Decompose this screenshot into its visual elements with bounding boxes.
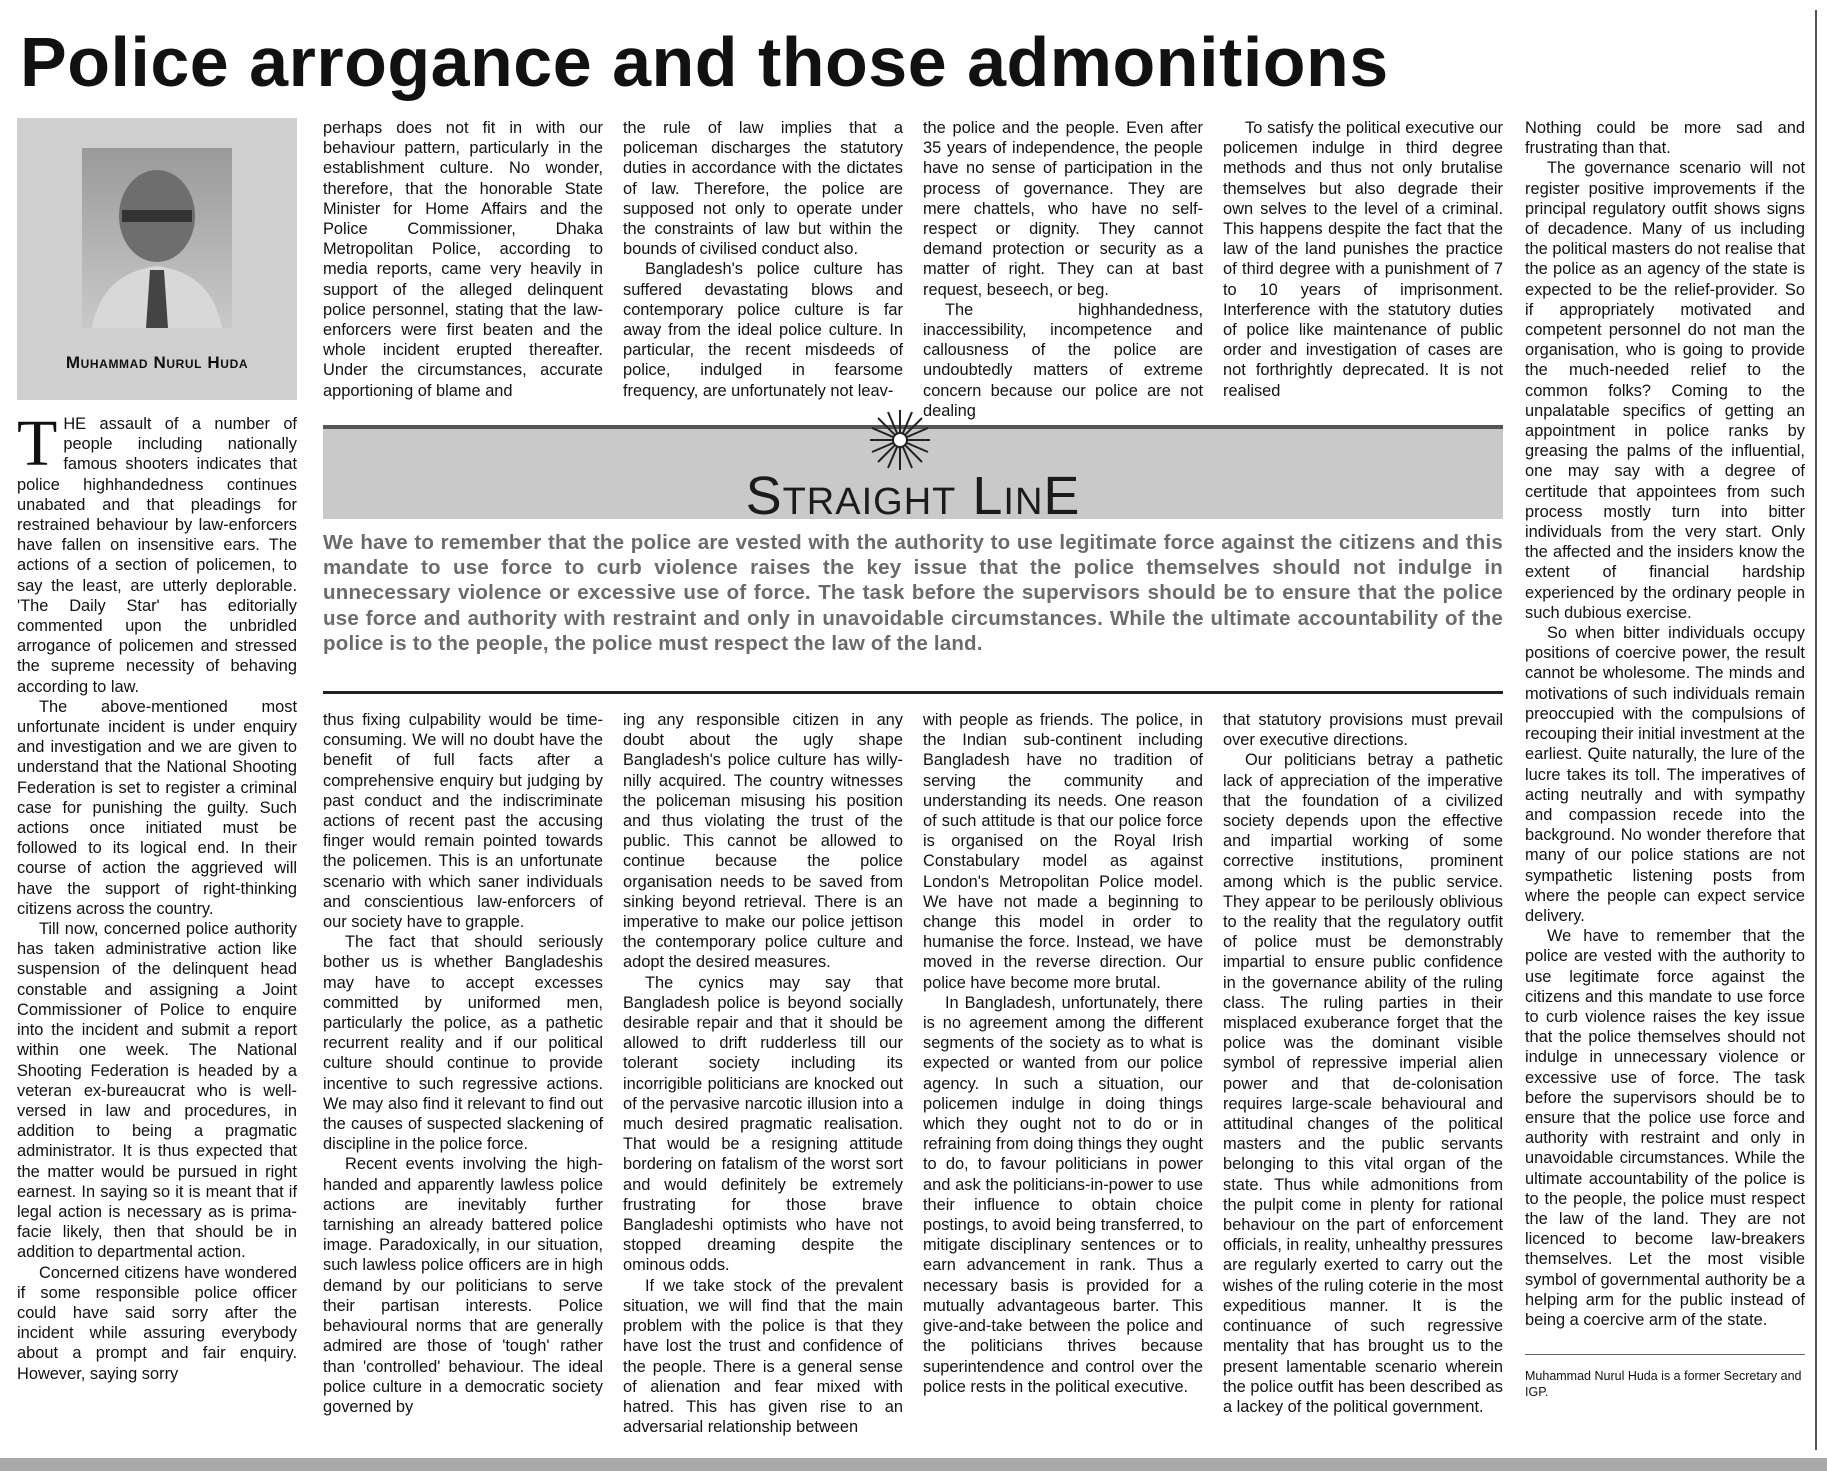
page-border-rule xyxy=(1815,10,1817,1450)
paragraph: ing any responsible citizen in any doubt about the ugly shape Bangladesh's police culture has willy-nilly acquired. The country witnesses the policeman misusing his position and thus violating the trust of the public. This cannot be allowed to continue because the police organisation needs to be saved from sinking beyond retrieval. There is an imperative to make our police jettison the contemporary police culture and adopt the desired measures. xyxy=(623,711,903,972)
paragraph: THE assault of a number of people including nationally famous shooters indicates that police highhandedness continues unabated and that pleadings for restrained behaviour by law-enforcers have fallen on insensitive ears. The actions of a section of policemen, to say the least, are utterly deplorable. 'The Daily Star' has editorially commented upon the unbridled arrogance of policemen and stressed the supreme necessity of behaving according to law. xyxy=(17,407,297,696)
column-3-top xyxy=(623,118,903,408)
paragraph: If we take stock of the prevalent situation, we will find that the main problem with the police is that they have lost the trust and confidence of the people. There is a general sense of alienation and fear mixed with hatred. This has given rise to an adversarial relationship between xyxy=(623,1276,903,1437)
paragraph: Bangladesh's police culture has suffered devastating blows and contemporary police culture is far away from the ideal police culture. In particular, the recent misdeeds of police, indulged in fearsome frequency, are unfortunately not leav- xyxy=(623,260,903,400)
paragraph: that statutory provisions must prevail over executive directions. xyxy=(1223,711,1503,750)
column-5-top xyxy=(1223,118,1503,408)
paragraph: So when bitter individuals occupy positions of coercive power, the result cannot be wholesome. The minds and motivations of such individuals remain preoccupied with the compulsions of recouping their initial investment at the earliest. Quite naturally, the lure of the lucre takes its toll. The imperatives of acting neutrally and with sympathy and compassion recede into the background. No wonder therefore that many of our police stations are not sympathetic listening posts from where the people can expect service delivery. xyxy=(1525,624,1805,925)
paragraph: Till now, concerned police authority has taken administrative action like suspension of the delinquent head constable and assigning a Joint Commissioner of Police to enquire into the incident and submit a report within one week. The National Shooting Federation is headed by a veteran ex-bureaucrat who is well-versed in law and procedures, in addition to being a pragmatic administrator. It is thus expected that the matter would be pursued in right earnest. In saying so it is meant that if legal action is necessary as is prima-facie likely, then that should be in addition to departmental action. xyxy=(17,920,297,1262)
headline: Police arrogance and those admonitions xyxy=(20,23,1389,101)
starburst-icon xyxy=(868,408,932,472)
column-5-bottom xyxy=(1223,710,1503,1450)
paragraph: Nothing could be more sad and frustrating than that. xyxy=(1525,119,1805,158)
author-photo xyxy=(82,148,232,328)
portrait-icon xyxy=(82,148,232,328)
column-3-bottom xyxy=(623,710,903,1450)
paragraph: The above-mentioned most unfortunate incident is under enquiry and investigation and we are given to understand that the National Shooting Federation is set to register a criminal case for punishing the guilty. Such actions once initiated must be followed to its logical end. In their course of action the aggrieved will have the support of right-thinking citizens across the country. xyxy=(17,697,297,918)
section-title: Straight LinE xyxy=(745,466,1081,526)
author-name: Muhammad Nurul Huda xyxy=(65,353,249,372)
paragraph: perhaps does not fit in with our behaviour pattern, particularly in the establishment culture. No wonder, therefore, that the honorable State Minister for Home Affairs and the Police Commissioner, Dhaka Metropolitan Police, according to media reports, came very heavily in support of the alleged delinquent police personnel, stating that the law-enforcers were first beaten and the whole incident erupted thereafter. Under the circumstances, accurate apportioning of blame and xyxy=(323,119,603,400)
paragraph: The cynics may say that Bangladesh police is beyond socially desirable repair and that it should be allowed to drift rudderless till our tolerant society including its incorrigible politicians are knocked out of the pervasive narcotic illusion into a much desired pragmatic realisation. That would be a resigning attitude bordering on fatalism of the worst sort and would definitely be extremely frustrating for those brave Bangladeshi optimists who have not stopped dreaming despite the ominous odds. xyxy=(623,973,903,1275)
author-box xyxy=(17,118,297,400)
author-bio: Muhammad Nurul Huda is a former Secretary and IGP. xyxy=(1525,1369,1802,1399)
pull-quote: We have to remember that the police are vested with the authority to use legitimate force against the citizens and this mandate to use force to curb violence raises the key issue that the police themselves should not indulge in unnecessary violence or excessive use of force. The task before the supervisors should be to ensure that the police use force and authority with restraint and only in unavoidable circumstances. While the ultimate accountability of the police is to the people, the police must respect the law of the land. xyxy=(323,531,1503,655)
paragraph: The fact that should seriously bother us is whether Bangladeshis may have to accept excesses committed by uniformed men, particularly the police, as a pathetic recurrent reality and if our political culture should continue to provide incentive to such regressive actions. We may also find it relevant to find out the causes of suspected slackening of discipline in the police force. xyxy=(323,933,603,1154)
paragraph: Recent events involving the high-handed and apparently lawless police actions are inevitably further tarnishing an already battered police image. Paradoxically, in our situation, such lawless police officers are in high demand by our politicians to serve their partisan interests. Police behavioural norms that are generally admired are those of 'tough' rather than 'controlled' behaviour. The ideal police culture in a democratic society governed by xyxy=(323,1155,603,1416)
paragraph: Concerned citizens have wondered if some responsible police officer could have said sorry after the incident while assuring everybody about a prompt and fair enquiry. However, saying sorry xyxy=(17,1263,297,1383)
bottom-bar xyxy=(0,1458,1827,1471)
paragraph: The governance scenario will not register positive improvements if the principal regulatory outfit shows signs of decadence. Many of us including the political masters do not realise that the police as an agency of the state is expected to be the relief-provider. So if appropriately motivated and competent personnel do not man the organisation, who is going to provide the much-needed relief to the common folks? Coming to the unpalatable specifics of getting an appointment in police ranks by greasing the palms of the influential, one may say with a degree of certitude that appointees from such process mostly turn into bitter individuals from the very start. Only the affected and the insiders know the extent of financial hardship experienced by the ordinary people in such dubious exercise. xyxy=(1525,159,1805,622)
column-4-bottom xyxy=(923,710,1203,1450)
paragraph: We have to remember that the police are vested with the authority to use legitimate force against the citizens and this mandate to use force to curb violence raises the key issue that the police themselves should not indulge in unnecessary violence or excessive use of force. The task before the supervisors should be to ensure that the police use force and authority with restraint and only in unavoidable circumstances. While the ultimate accountability of the police is to the people, the police must respect the law of the land. They are not licenced to become law-breakers themselves. Let the most visible symbol of governmental authority be a helping arm for the public instead of being a coercive arm of the state. xyxy=(1525,927,1805,1329)
paragraph: In Bangladesh, unfortunately, there is no agreement among the different segments of the society as to what is expected or wanted from our police agency. In such a situation, our policemen indulge in doing things which they ought not to do or in refraining from doing things they ought to do, to favour politicians in power and ask the politicians-in-power to use their influence to obtain choice postings, to avoid being transferred, to mitigate disciplinary sentences or to earn advancement in rank. Thus a necessary basis is provided for a mutually advantageous barter. This give-and-take between the police and the politicians thrives because superintendence and control over the police rests in the political executive. xyxy=(923,993,1203,1396)
column-2-top xyxy=(323,118,603,408)
column-2-bottom xyxy=(323,710,603,1450)
paragraph: the police and the people. Even after 35 years of independence, the people have no sense of participation in the process of governance. They are mere chattels, who have no self-respect or dignity. They cannot demand protection or security as a matter of right. They can at bast request, beseech, or beg. xyxy=(923,119,1203,299)
paragraph: thus fixing culpability would be time-consuming. We will no doubt have the benefit of full facts after a comprehensive enquiry but judging by past conduct and the indiscriminate actions of recent past the accusing finger would remain pointed towards the policemen. This is an unfortunate scenario with which saner individuals and conscientious law-enforcers of our society have to grapple. xyxy=(323,711,603,932)
column-6 xyxy=(1525,118,1805,1350)
paragraph: the rule of law implies that a policeman discharges the statutory duties in accordance with the dictates of law. Therefore, the police are supposed not only to operate under the constraints of law but within the bounds of civilised conduct also. xyxy=(623,119,903,259)
pull-quote-rule xyxy=(323,691,1503,694)
bio-rule xyxy=(1525,1354,1805,1355)
paragraph: with people as friends. The police, in the Indian sub-continent including Bangladesh have no tradition of serving the community and understanding its needs. One reason of such attitude is that our police force is organised on the Royal Irish Constabulary model as against London's Metropolitan Police model. We have not made a beginning to change this model in order to humanise the force. Instead, we have moved in the reverse direction. Our police have become more brutal. xyxy=(923,711,1203,992)
column-1 xyxy=(17,407,297,1449)
paragraph: Our politicians betray a pathetic lack of appreciation of the imperative that the foundation of a civilized society depends upon the effective and impartial working of some corrective institutions, prominent among which is the public service. They appear to be perilously oblivious to the reality that the regulatory outfit of police must be demonstrably impartial to ensure public confidence in the governance ability of the ruling class. The ruling parties in their misplaced exuberance forget that the police was the dominant visible symbol of repressive imperial alien power and that de-colonisation requires large-scale behavioural and attitudinal changes of the political masters and the public servants belonging to this vital organ of the state. Thus while admonitions from the pulpit come in plenty for rational behaviour on the part of enforcement officials, in reality, unhealthy pressures are regularly exerted to carry out the wishes of the ruling coterie in the most expeditious manner. It is the continuance of such regressive mentality that has brought us to the present lamentable scenario wherein the police outfit has been described as a lackey of the political government. xyxy=(1223,751,1503,1416)
paragraph: The highhandedness, inaccessibility, incompetence and callousness of the police are undoubtedly matters of extreme concern because our police are not dealing xyxy=(923,300,1203,420)
column-4-top xyxy=(923,118,1203,420)
paragraph: To satisfy the political executive our policemen indulge in third degree methods and thus not only brutalise themselves but also degrade their own selves to the level of a criminal. This happens despite the fact that the law of the land punishes the practice of third degree with a punishment of 7 to 10 years of imprisonment. Interference with the statutory duties of police like maintenance of public order and investigation of cases are not forthrightly deprecated. It is not realised xyxy=(1223,119,1503,400)
